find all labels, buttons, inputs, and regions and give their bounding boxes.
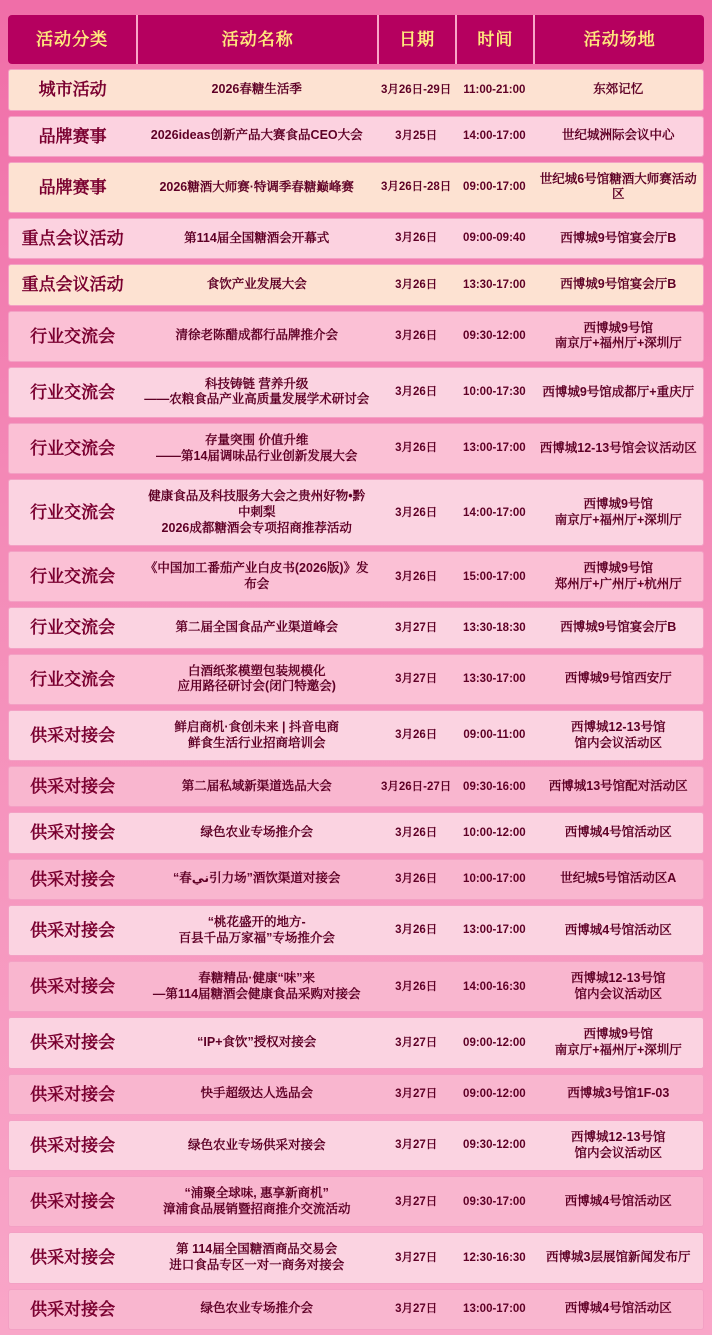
cell-date: 3月27日 [377, 1289, 455, 1330]
cell-time: 09:00-17:00 [455, 162, 533, 213]
cell-venue: 西博城3号馆1F-03 [533, 1074, 704, 1115]
cell-time: 09:30-12:00 [455, 1120, 533, 1171]
cell-time: 13:30-17:00 [455, 264, 533, 305]
cell-category: 供采对接会 [8, 710, 136, 761]
cell-category: 供采对接会 [8, 1017, 136, 1068]
cell-date: 3月25日 [377, 116, 455, 157]
column-header-category: 活动分类 [8, 15, 136, 64]
cell-time: 09:00-12:00 [455, 1074, 533, 1115]
cell-venue: 西博城9号馆宴会厅B [533, 607, 704, 648]
cell-name: 2026糖酒大师赛·特调季春糖巅峰赛 [136, 162, 377, 213]
cell-date: 3月26日 [377, 218, 455, 259]
cell-date: 3月27日 [377, 1074, 455, 1115]
cell-name: 第二届私域新渠道选品大会 [136, 766, 377, 807]
cell-date: 3月26日-29日 [377, 69, 455, 110]
cell-category: 重点会议活动 [8, 218, 136, 259]
table-row [8, 367, 704, 418]
cell-date: 3月26日 [377, 710, 455, 761]
column-header-venue: 活动场地 [533, 15, 704, 64]
cell-venue: 世纪城5号馆活动区A [533, 859, 704, 900]
table-header [8, 15, 704, 64]
table-row [8, 859, 704, 900]
column-header-date: 日期 [377, 15, 455, 64]
cell-name: 第114届全国糖酒会开幕式 [136, 218, 377, 259]
cell-venue: 西博城3层展馆新闻发布厅 [533, 1232, 704, 1283]
cell-time: 10:00-12:00 [455, 812, 533, 853]
cell-date: 3月26日 [377, 961, 455, 1012]
table-row [8, 264, 704, 305]
cell-venue: 世纪城洲际会议中心 [533, 116, 704, 157]
cell-date: 3月26日 [377, 551, 455, 602]
cell-category: 行业交流会 [8, 607, 136, 648]
cell-category: 行业交流会 [8, 654, 136, 705]
cell-venue: 西博城4号馆活动区 [533, 812, 704, 853]
cell-category: 供采对接会 [8, 1232, 136, 1283]
cell-name: 2026春糖生活季 [136, 69, 377, 110]
cell-time: 14:00-16:30 [455, 961, 533, 1012]
cell-venue: 西博城9号馆西安厅 [533, 654, 704, 705]
cell-time: 09:00-12:00 [455, 1017, 533, 1068]
cell-venue: 西博城9号馆宴会厅B [533, 218, 704, 259]
table-row [8, 479, 704, 546]
cell-category: 城市活动 [8, 69, 136, 110]
cell-time: 13:30-17:00 [455, 654, 533, 705]
cell-time: 11:00-21:00 [455, 69, 533, 110]
cell-category: 品牌赛事 [8, 116, 136, 157]
cell-venue: 西博城9号馆 南京厅+福州厅+深圳厅 [533, 479, 704, 546]
cell-time: 14:00-17:00 [455, 116, 533, 157]
table-row [8, 1074, 704, 1115]
cell-name: 第 114届全国糖酒商品交易会 进口食品专区一对一商务对接会 [136, 1232, 377, 1283]
cell-category: 品牌赛事 [8, 162, 136, 213]
cell-venue: 西博城12-13号馆会议活动区 [533, 423, 704, 474]
table-row [8, 766, 704, 807]
cell-venue: 西博城13号馆配对活动区 [533, 766, 704, 807]
cell-date: 3月26日 [377, 264, 455, 305]
cell-venue: 西博城4号馆活动区 [533, 1289, 704, 1330]
cell-category: 行业交流会 [8, 311, 136, 362]
cell-name: “桃花盛开的地方- 百县千品万家福”专场推介会 [136, 905, 377, 956]
cell-name: “浦聚全球味, 惠享新商机” 漳浦食品展销暨招商推介交流活动 [136, 1176, 377, 1227]
cell-name: 清徐老陈醋成都行品牌推介会 [136, 311, 377, 362]
cell-category: 供采对接会 [8, 1176, 136, 1227]
table-row [8, 311, 704, 362]
table-body [8, 69, 704, 1330]
cell-time: 13:00-17:00 [455, 1289, 533, 1330]
column-header-name: 活动名称 [136, 15, 377, 64]
cell-venue: 西博城9号馆宴会厅B [533, 264, 704, 305]
cell-category: 行业交流会 [8, 551, 136, 602]
table-header-row [8, 15, 704, 64]
cell-name: 存量突围 价值升维 ——第14届调味品行业创新发展大会 [136, 423, 377, 474]
cell-category: 供采对接会 [8, 961, 136, 1012]
cell-time: 15:00-17:00 [455, 551, 533, 602]
cell-category: 行业交流会 [8, 479, 136, 546]
table-row [8, 607, 704, 648]
cell-name: “春ني引力场”酒饮渠道对接会 [136, 859, 377, 900]
cell-name: “IP+食饮”授权对接会 [136, 1017, 377, 1068]
cell-time: 09:00-11:00 [455, 710, 533, 761]
cell-time: 10:00-17:30 [455, 367, 533, 418]
cell-name: 白酒纸浆模塑包装规模化 应用路径研讨会(闭门特邀会) [136, 654, 377, 705]
table-row [8, 654, 704, 705]
cell-time: 13:00-17:00 [455, 905, 533, 956]
cell-name: 鲜启商机·食创未来 | 抖音电商 鲜食生活行业招商培训会 [136, 710, 377, 761]
cell-date: 3月26日-27日 [377, 766, 455, 807]
cell-category: 行业交流会 [8, 423, 136, 474]
table-row [8, 961, 704, 1012]
cell-venue: 西博城9号馆 南京厅+福州厅+深圳厅 [533, 1017, 704, 1068]
cell-name: 快手超级达人选品会 [136, 1074, 377, 1115]
cell-name: 春糖精品·健康“味”来 —第114届糖酒会健康食品采购对接会 [136, 961, 377, 1012]
cell-category: 供采对接会 [8, 1289, 136, 1330]
cell-date: 3月27日 [377, 1176, 455, 1227]
cell-time: 09:30-12:00 [455, 311, 533, 362]
cell-venue: 西博城9号馆 南京厅+福州厅+深圳厅 [533, 311, 704, 362]
cell-date: 3月27日 [377, 1120, 455, 1171]
table-row [8, 423, 704, 474]
cell-category: 供采对接会 [8, 1120, 136, 1171]
cell-name: 食饮产业发展大会 [136, 264, 377, 305]
cell-name: 绿色农业专场推介会 [136, 1289, 377, 1330]
cell-date: 3月26日 [377, 859, 455, 900]
cell-time: 09:30-16:00 [455, 766, 533, 807]
cell-venue: 东郊记忆 [533, 69, 704, 110]
cell-date: 3月26日-28日 [377, 162, 455, 213]
cell-time: 13:00-17:00 [455, 423, 533, 474]
cell-venue: 西博城12-13号馆 馆内会议活动区 [533, 961, 704, 1012]
cell-name: 绿色农业专场供采对接会 [136, 1120, 377, 1171]
cell-date: 3月26日 [377, 311, 455, 362]
column-header-time: 时间 [455, 15, 533, 64]
table-row [8, 69, 704, 110]
cell-date: 3月26日 [377, 812, 455, 853]
cell-date: 3月26日 [377, 479, 455, 546]
cell-category: 供采对接会 [8, 1074, 136, 1115]
cell-category: 供采对接会 [8, 766, 136, 807]
table-row [8, 1017, 704, 1068]
cell-name: 绿色农业专场推介会 [136, 812, 377, 853]
cell-date: 3月27日 [377, 607, 455, 648]
cell-name: 《中国加工番茄产业白皮书(2026版)》发布会 [136, 551, 377, 602]
table-row [8, 710, 704, 761]
cell-category: 供采对接会 [8, 905, 136, 956]
cell-date: 3月26日 [377, 423, 455, 474]
cell-date: 3月26日 [377, 367, 455, 418]
cell-venue: 西博城4号馆活动区 [533, 1176, 704, 1227]
cell-venue: 西博城9号馆 郑州厅+广州厅+杭州厅 [533, 551, 704, 602]
cell-category: 供采对接会 [8, 859, 136, 900]
cell-date: 3月26日 [377, 905, 455, 956]
cell-time: 09:30-17:00 [455, 1176, 533, 1227]
cell-time: 12:30-16:30 [455, 1232, 533, 1283]
table-row [8, 1176, 704, 1227]
table-row [8, 1232, 704, 1283]
cell-venue: 西博城12-13号馆 馆内会议活动区 [533, 1120, 704, 1171]
cell-name: 健康食品及科技服务大会之贵州好物•黔中刺梨 2026成都糖酒会专项招商推荐活动 [136, 479, 377, 546]
cell-category: 供采对接会 [8, 812, 136, 853]
cell-category: 重点会议活动 [8, 264, 136, 305]
cell-date: 3月27日 [377, 654, 455, 705]
cell-name: 2026ideas创新产品大赛食品CEO大会 [136, 116, 377, 157]
table-row [8, 812, 704, 853]
cell-category: 行业交流会 [8, 367, 136, 418]
table-row [8, 162, 704, 213]
cell-date: 3月27日 [377, 1232, 455, 1283]
cell-date: 3月27日 [377, 1017, 455, 1068]
cell-time: 13:30-18:30 [455, 607, 533, 648]
table-row [8, 905, 704, 956]
cell-time: 09:00-09:40 [455, 218, 533, 259]
cell-time: 10:00-17:00 [455, 859, 533, 900]
table-row [8, 1120, 704, 1171]
table-row [8, 551, 704, 602]
activity-schedule-table [8, 10, 704, 1335]
cell-time: 14:00-17:00 [455, 479, 533, 546]
cell-venue: 西博城12-13号馆 馆内会议活动区 [533, 710, 704, 761]
table-row [8, 1289, 704, 1330]
cell-name: 科技铸链 营养升级 ——农粮食品产业高质量发展学术研讨会 [136, 367, 377, 418]
cell-venue: 西博城4号馆活动区 [533, 905, 704, 956]
cell-venue: 世纪城6号馆糖酒大师赛活动区 [533, 162, 704, 213]
cell-name: 第二届全国食品产业渠道峰会 [136, 607, 377, 648]
table-row [8, 218, 704, 259]
cell-venue: 西博城9号馆成都厅+重庆厅 [533, 367, 704, 418]
table-row [8, 116, 704, 157]
